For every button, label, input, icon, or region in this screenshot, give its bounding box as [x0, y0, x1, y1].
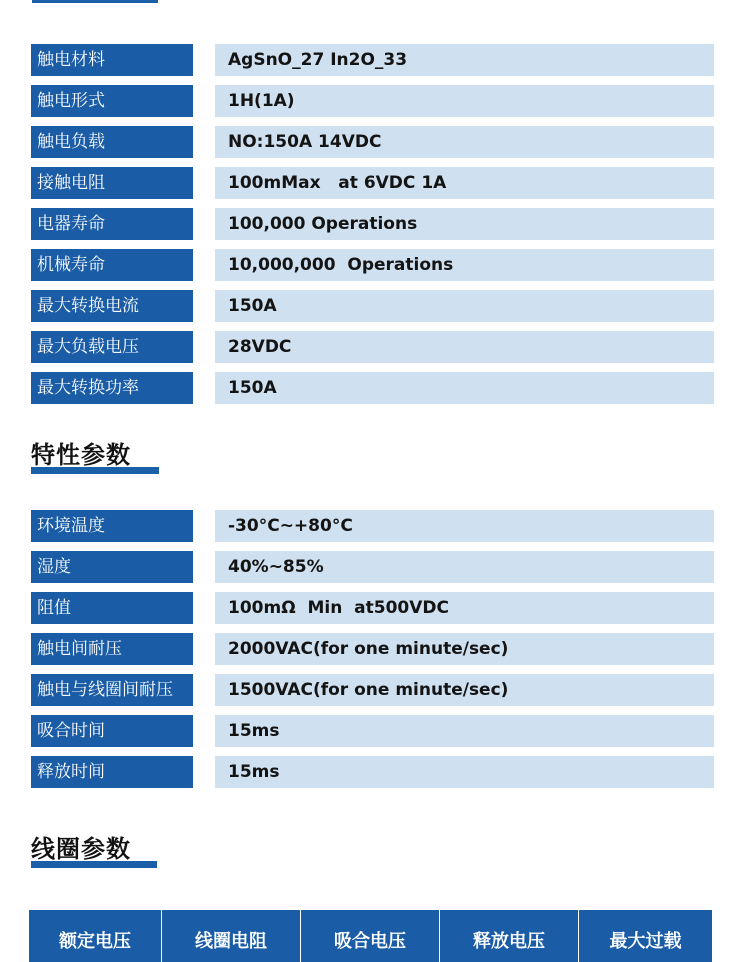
row-value: 100mMax at 6VDC 1A [215, 167, 714, 199]
row-label: 最大转换电流 [31, 290, 193, 322]
table-row [31, 167, 714, 199]
column-header: 释放电压 [440, 910, 579, 962]
row-label: 阻值 [31, 592, 193, 624]
table-row [31, 756, 714, 788]
row-label: 触电形式 [31, 85, 193, 117]
table-row [31, 126, 714, 158]
row-value: 150A [215, 372, 714, 404]
table-row [31, 592, 714, 624]
row-value: 15ms [215, 715, 714, 747]
row-label: 吸合时间 [31, 715, 193, 747]
table-row [31, 290, 714, 322]
table-row [31, 331, 714, 363]
row-value: 10,000,000 Operations [215, 249, 714, 281]
table-row [31, 551, 714, 583]
row-value: AgSnO_27 In2O_33 [215, 44, 714, 76]
row-value: 15ms [215, 756, 714, 788]
table-row [31, 208, 714, 240]
characteristics-title [31, 440, 159, 474]
table-row [31, 249, 714, 281]
table-row [31, 715, 714, 747]
column-header: 额定电压 [29, 910, 162, 962]
row-value: 2000VAC(for one minute/sec) [215, 633, 714, 665]
row-value: -30°C~+80°C [215, 510, 714, 542]
column-header: 吸合电压 [301, 910, 440, 962]
row-value: 1500VAC(for one minute/sec) [215, 674, 714, 706]
row-value: 100mΩ Min at500VDC [215, 592, 714, 624]
section-heading: 线圈参数 [31, 835, 131, 863]
coil-title [31, 834, 157, 868]
row-label: 湿度 [31, 551, 193, 583]
row-value: 1H(1A) [215, 85, 714, 117]
row-value: 40%~85% [215, 551, 714, 583]
section-title-underline [32, 0, 158, 3]
row-label: 环境温度 [31, 510, 193, 542]
table-row [31, 85, 714, 117]
section-heading: 特性参数 [31, 441, 131, 469]
table-row [31, 633, 714, 665]
coil-table-header [29, 910, 712, 962]
table-row [31, 372, 714, 404]
row-value: NO:150A 14VDC [215, 126, 714, 158]
table-row [31, 510, 714, 542]
table-row [31, 674, 714, 706]
row-label: 接触电阻 [31, 167, 193, 199]
column-header: 最大过载 [609, 931, 682, 952]
row-label: 最大负载电压 [31, 331, 193, 363]
row-value: 100,000 Operations [215, 208, 714, 240]
row-label: 触电与线圈间耐压 [31, 674, 193, 706]
table-row [31, 44, 714, 76]
row-label: 最大转换功率 [31, 372, 193, 404]
row-label: 释放时间 [31, 756, 193, 788]
row-label: 触电材料 [31, 44, 193, 76]
row-label: 触电负载 [31, 126, 193, 158]
row-label: 触电间耐压 [31, 633, 193, 665]
row-value: 28VDC [215, 331, 714, 363]
row-label: 机械寿命 [31, 249, 193, 281]
row-label: 电器寿命 [31, 208, 193, 240]
column-header: 线圈电阻 [162, 910, 301, 962]
row-value: 150A [215, 290, 714, 322]
